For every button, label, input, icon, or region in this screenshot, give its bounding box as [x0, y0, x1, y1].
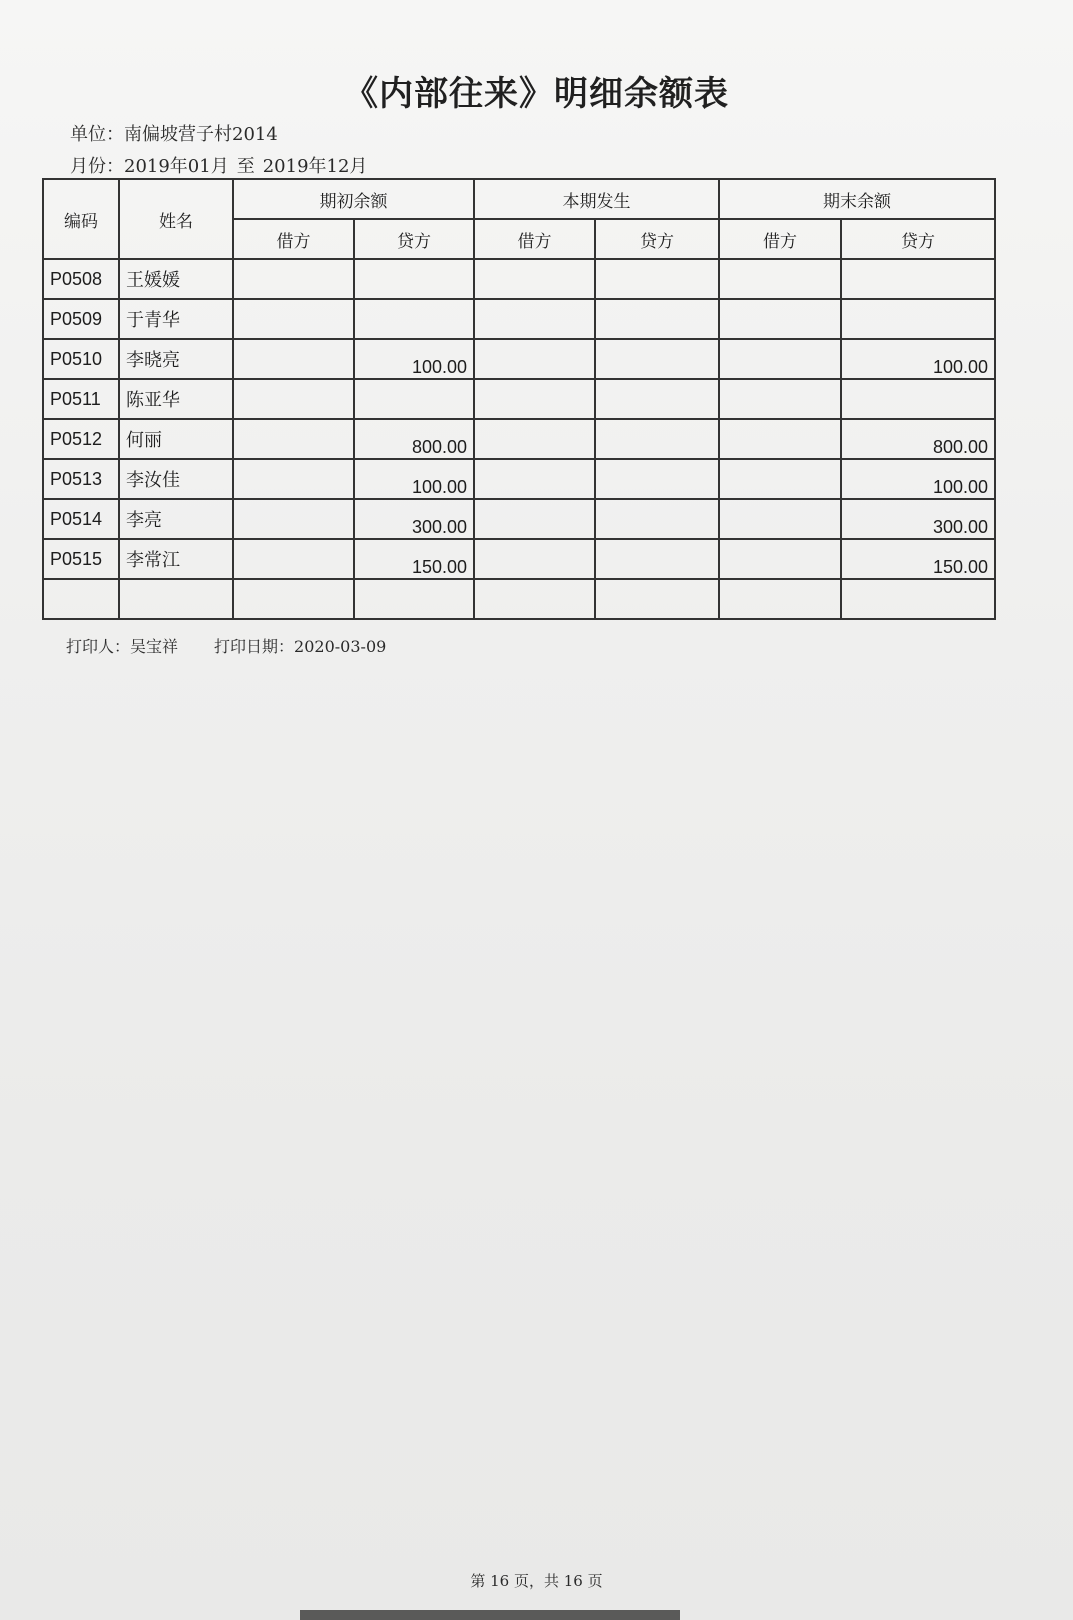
cell-open-credit: 150.00: [354, 539, 474, 579]
cell-close-credit: [841, 259, 995, 299]
cell-close-debit: [719, 459, 841, 499]
header-current-period: 本期发生: [474, 179, 719, 219]
cell-close-debit: [719, 539, 841, 579]
cell-cur-debit: [474, 299, 595, 339]
header-closing-debit: 借方: [719, 219, 841, 259]
cell-close-debit: [719, 579, 841, 619]
cell-open-credit: 800.00: [354, 419, 474, 459]
unit-line: [70, 120, 278, 146]
document-title: 《内部往来》明细余额表: [344, 74, 729, 114]
period-to-label: 至: [236, 156, 255, 177]
header-row-group: [43, 179, 995, 219]
cell-close-debit: [719, 499, 841, 539]
cell-close-credit: 100.00: [841, 339, 995, 379]
header-opening-credit: 贷方: [354, 219, 474, 259]
cell-open-credit: 300.00: [354, 499, 474, 539]
cell-open-credit: [354, 259, 474, 299]
cell-open-debit: [233, 299, 354, 339]
cell-name: 李亮: [119, 499, 233, 539]
table-row: [43, 299, 995, 339]
cell-open-credit: 100.00: [354, 339, 474, 379]
cell-name: [119, 579, 233, 619]
table-row: [43, 419, 995, 459]
period-label: 月份：: [70, 156, 124, 177]
cell-cur-debit: [474, 579, 595, 619]
cell-cur-debit: [474, 419, 595, 459]
cell-name: 何丽: [119, 419, 233, 459]
cell-code: P0512: [43, 419, 119, 459]
cell-close-credit: 150.00: [841, 539, 995, 579]
header-current-credit: 贷方: [595, 219, 719, 259]
cell-close-credit: 100.00: [841, 459, 995, 499]
cell-name: 李常江: [119, 539, 233, 579]
cell-open-debit: [233, 499, 354, 539]
cell-close-debit: [719, 379, 841, 419]
cell-open-debit: [233, 259, 354, 299]
header-name: 姓名: [119, 179, 233, 259]
cell-open-debit: [233, 539, 354, 579]
table-row: [43, 499, 995, 539]
cell-close-credit: 800.00: [841, 419, 995, 459]
cell-open-debit: [233, 379, 354, 419]
cell-cur-debit: [474, 259, 595, 299]
table-row: [43, 539, 995, 579]
printer-name: 吴宝祥: [130, 637, 179, 656]
cell-name: 陈亚华: [119, 379, 233, 419]
balance-table: [42, 178, 996, 620]
cell-cur-debit: [474, 539, 595, 579]
cell-name: 李汝佳: [119, 459, 233, 499]
header-code: 编码: [43, 179, 119, 259]
cell-open-debit: [233, 339, 354, 379]
cell-cur-credit: [595, 299, 719, 339]
table-row: [43, 259, 995, 299]
cell-cur-credit: [595, 339, 719, 379]
period-line: [70, 152, 367, 178]
cell-cur-debit: [474, 379, 595, 419]
cell-cur-credit: [595, 459, 719, 499]
header-opening-balance: 期初余额: [233, 179, 474, 219]
cell-open-debit: [233, 419, 354, 459]
unit-label: 单位：: [70, 124, 124, 145]
printer-label: 打印人：: [66, 637, 131, 656]
table-row-empty: [43, 579, 995, 619]
cell-close-debit: [719, 299, 841, 339]
cell-code: P0510: [43, 339, 119, 379]
cell-code: [43, 579, 119, 619]
table-row: [43, 379, 995, 419]
cell-cur-debit: [474, 499, 595, 539]
cell-close-credit: 300.00: [841, 499, 995, 539]
header-current-debit: 借方: [474, 219, 595, 259]
cell-cur-credit: [595, 419, 719, 459]
paper-bottom-shadow: [300, 1610, 680, 1620]
cell-code: P0508: [43, 259, 119, 299]
cell-open-credit: [354, 299, 474, 339]
header-closing-credit: 贷方: [841, 219, 995, 259]
cell-open-credit: 100.00: [354, 459, 474, 499]
cell-name: 王媛媛: [119, 259, 233, 299]
unit-value: 南偏坡营子村2014: [124, 124, 278, 145]
header-closing-balance: 期末余额: [719, 179, 995, 219]
cell-code: P0511: [43, 379, 119, 419]
cell-name: 于青华: [119, 299, 233, 339]
cell-name: 李晓亮: [119, 339, 233, 379]
page-number: 第 16 页，共 16 页: [470, 1572, 603, 1590]
cell-open-credit: [354, 579, 474, 619]
cell-close-debit: [719, 259, 841, 299]
cell-code: P0509: [43, 299, 119, 339]
print-date: 2020-03-09: [294, 637, 387, 656]
cell-code: P0513: [43, 459, 119, 499]
cell-close-debit: [719, 339, 841, 379]
cell-close-debit: [719, 419, 841, 459]
cell-cur-debit: [474, 339, 595, 379]
print-info: [66, 634, 386, 657]
cell-close-credit: [841, 579, 995, 619]
cell-cur-credit: [595, 379, 719, 419]
cell-code: P0514: [43, 499, 119, 539]
cell-open-debit: [233, 459, 354, 499]
cell-close-credit: [841, 299, 995, 339]
print-date-label: 打印日期：: [214, 637, 295, 656]
table-row: [43, 459, 995, 499]
cell-cur-credit: [595, 499, 719, 539]
cell-code: P0515: [43, 539, 119, 579]
cell-cur-credit: [595, 259, 719, 299]
cell-cur-credit: [595, 579, 719, 619]
cell-open-debit: [233, 579, 354, 619]
period-to: 2019年12月: [262, 156, 368, 177]
cell-cur-debit: [474, 459, 595, 499]
cell-open-credit: [354, 379, 474, 419]
table-row: [43, 339, 995, 379]
cell-close-credit: [841, 379, 995, 419]
cell-cur-credit: [595, 539, 719, 579]
header-opening-debit: 借方: [233, 219, 354, 259]
period-from: 2019年01月: [124, 156, 229, 177]
